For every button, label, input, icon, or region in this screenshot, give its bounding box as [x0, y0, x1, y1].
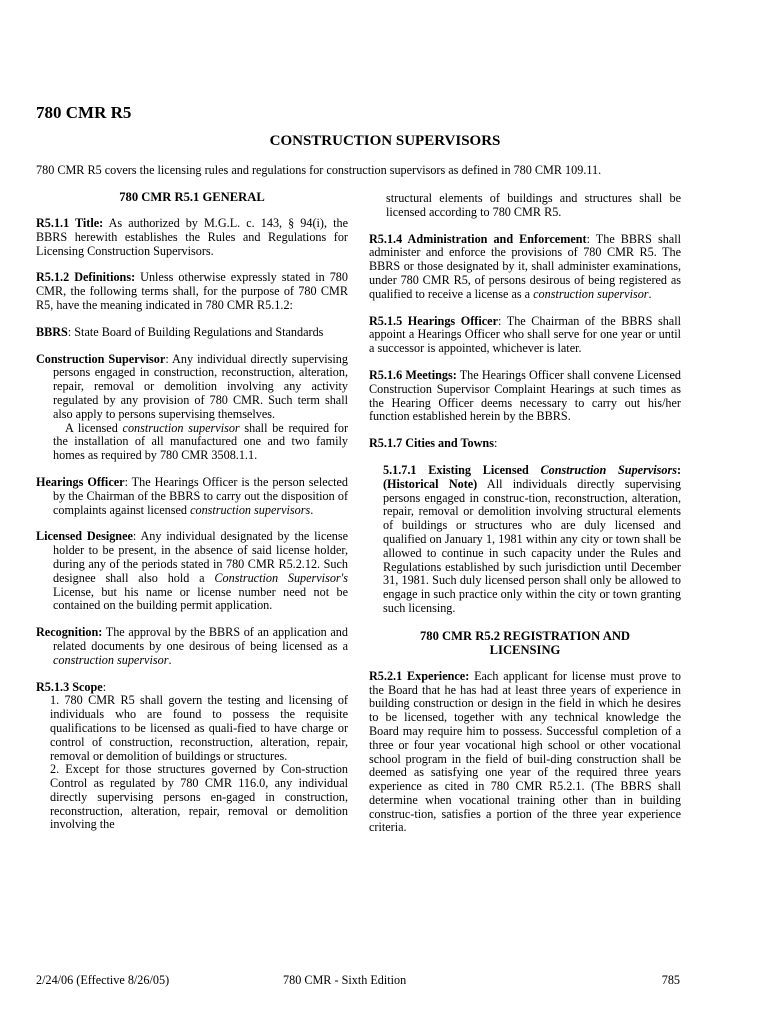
r511-label: R5.1.1 Title:: [36, 216, 104, 230]
def-construction-supervisor: : Any individual directly supervising persons engaged in construction, reconstruction, alteration, repair, removal or demolition involving any activity regulated by any provision of 780 CMR. Such term shall also apply to persons supervising themselves.: [53, 351, 348, 421]
definition-licensed-designee: Licensed Designee: Any individual designated by the license holder to be present, in the absence of said license holder, during any of the periods stated in 780 CMR R5.2.12. Such designee shall also hold a Construction Supervisor's License, but his name or license number need not be contained on the building permit application.: [36, 529, 349, 613]
paragraph-r515: R5.1.5 Hearings Officer: The Chairman of the BBRS shall appoint a Hearings Officer who shall serve for one year or until a successor is appointed, whichever is later.: [369, 313, 681, 356]
term-hearings-officer: Hearings Officer: [36, 474, 125, 489]
section-heading-registration: 780 CMR R5.2 REGISTRATION AND LICENSING: [419, 628, 631, 657]
term-licensed-designee: Licensed Designee: [36, 529, 133, 544]
heading-r517: R5.1.7 Cities and Towns:: [369, 436, 498, 451]
paragraph-r516: R5.1.6 Meetings: The Hearings Officer shall convene Licensed Construction Supervisor Complaint Hearings at such times as the Hearing Officer deems necessary to carry out his/her function established herein by the BBRS.: [369, 367, 682, 424]
term-bbrs: BBRS: [36, 324, 68, 339]
r512-label: R5.1.2 Definitions:: [36, 270, 136, 285]
term-recognition: Recognition:: [36, 625, 103, 640]
def-bbrs: : State Board of Building Regulations and Standards: [67, 324, 324, 339]
definition-bbrs: [36, 326, 348, 340]
document-id: 780 CMR R5: [36, 103, 132, 122]
paragraph-r512: [36, 271, 348, 312]
intro-paragraph: 780 CMR R5 covers the licensing rules and regulations for construction supervisors as defined in 780 CMR 109.11.: [36, 163, 602, 177]
footer-edition: 780 CMR - Sixth Edition: [283, 973, 407, 987]
definition-hearings-officer: Hearings Officer: The Hearings Officer is the person selected by the Chairman of the BBRS to carry out the disposition of complaints against licensed construction supervisors.: [36, 474, 349, 517]
r511-text: As authorized by M.G.L. c. 143, § 94(i), the BBRS herewith establishes the Rules and Regulations for Licensing Construction Supervisors.: [36, 216, 348, 258]
scope-continuation: structural elements of buildings and structures shall be licensed according to 780 CMR R5.: [386, 191, 681, 219]
section-heading-general: 780 CMR R5.1 GENERAL: [119, 190, 265, 204]
footer-date: 2/24/06 (Effective 8/26/05): [36, 973, 170, 987]
heading-r513: R5.1.3 Scope:: [36, 679, 107, 694]
left-column: [36, 190, 348, 845]
footer-page-number: 785: [661, 973, 680, 987]
definition-recognition: Recognition: The approval by the BBRS of an application and related documents by one desirous of being licensed as a construction supervisor.: [36, 625, 348, 667]
paragraph-r5171: 5.1.7.1 Existing Licensed Construction Supervisors: (Historical Note) All individuals directly supervising persons engaged in construc-tion, reconstruction, alteration, repair, removal or demolition involving structural elements of buildings or structures who are duly licensed and qualified on January 1, 1981 within any city or town shall be allowed to continue in such capacity under the Rules and Regulations established by such jurisdiction until December 31, 1981. Such duly licensed person shall only be allowed to engage in such practice only within the city or town granting such licensing.: [383, 462, 682, 615]
paragraph-r514: R5.1.4 Administration and Enforcement: The BBRS shall administer and enforce the provisions of 780 CMR R5. The BBRS or those designated by it, shall administer examinations, under 780 CMR R5, of persons desirous of being registered as qualified to receive a license as a construction supervisor.: [369, 231, 681, 301]
definition-construction-supervisor: [36, 353, 348, 422]
term-construction-supervisor: Construction Supervisor: [36, 351, 166, 366]
paragraph-r521: R5.2.1 Experience: Each applicant for license must prove to the Board that he has had at least three years of experience in building construction or design in the field in which he desires to be licensed, together with any technical knowledge the Board may require him to possess. Successful completion of a three or four year vocational high school or other vocational school program in the field of buil-ding construction shall be deemed as satisfying one year of the required three years experience as cited in 780 CMR R5.2.1. (The BBRS shall determine when vocational training other than in building construc-tion, satisfies a portion of the three year experience criteria.: [369, 668, 681, 835]
right-column: [369, 192, 681, 848]
r513-item-1: 1. 780 CMR R5 shall govern the testing and licensing of individuals who are found to possess the requisite qualifications to be licensed as quali-fied to have charge or control of construction, reconstruction, alteration, repair, removal or demolition of buildings or structures.: [50, 693, 348, 763]
construction-supervisor-followup: A licensed construction supervisor shall be required for the installation of all manufactured one and two family homes as required by 780 CMR 3508.1.1.: [53, 420, 348, 463]
paragraph-r511: [36, 217, 348, 258]
r513-item-2: 2. Except for those structures governed by Con-struction Control as regulated by 780 CMR 116.0, any individual directly supervising persons en-gaged in construction, reconstruction, alteration, repair, removal or demolition involving the: [50, 762, 348, 832]
r512-text: Unless otherwise expressly stated in 780 CMR, the following terms shall, for the purpose of 780 CMR R5, have the meaning indicated in 780 CMR R5.1.2:: [36, 270, 348, 312]
page-title: CONSTRUCTION SUPERVISORS: [269, 133, 501, 149]
